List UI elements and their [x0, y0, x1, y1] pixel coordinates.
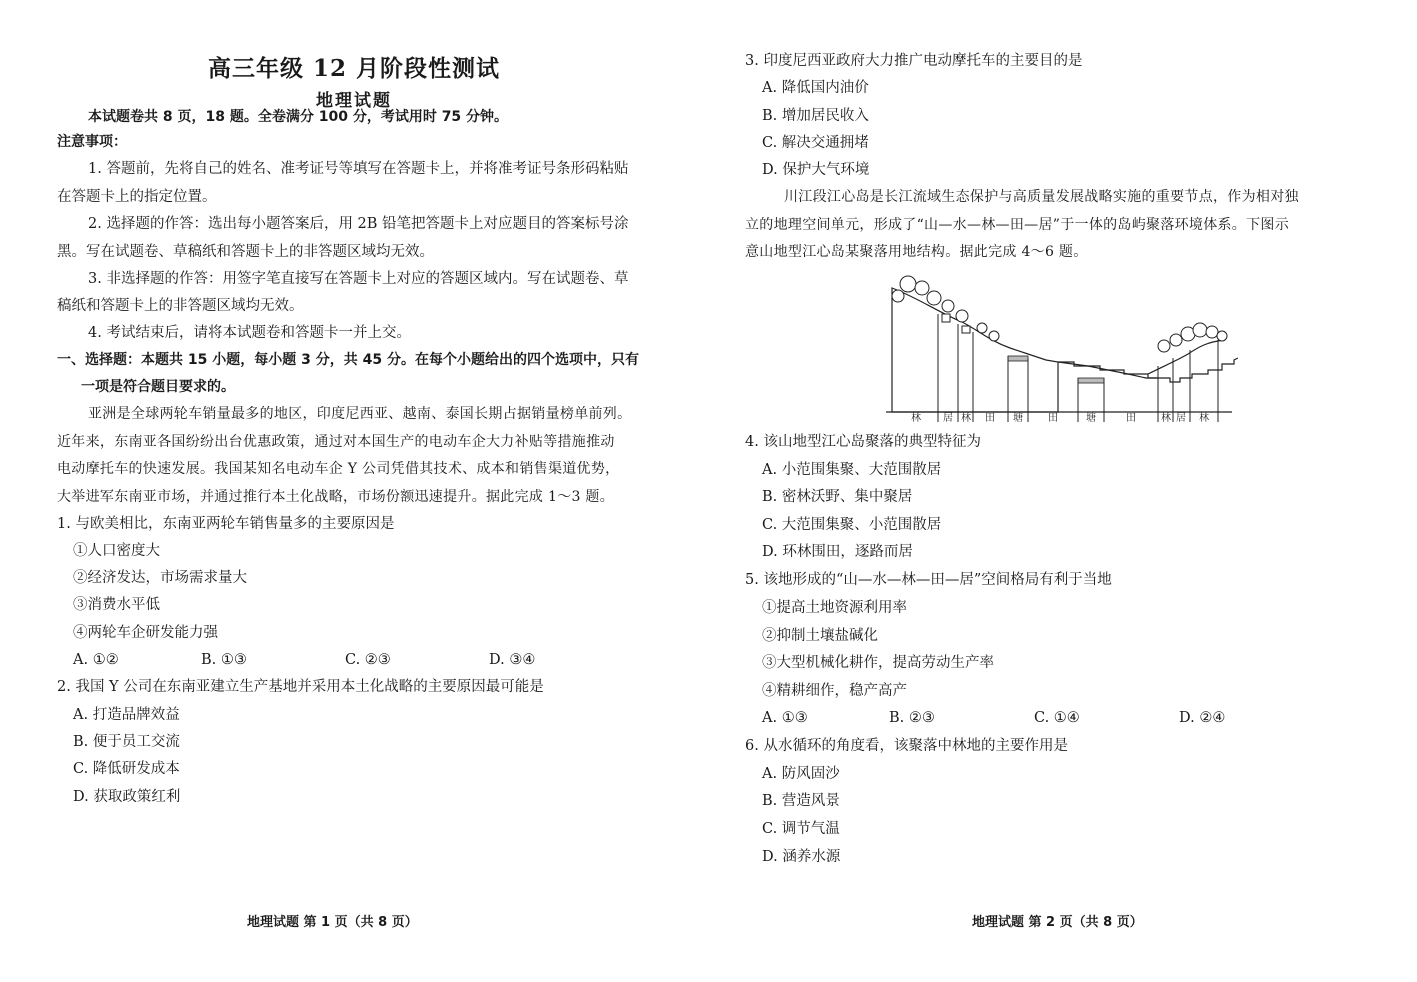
zone-label: 林 [1199, 413, 1209, 422]
zone-label: 塘 [1086, 413, 1096, 422]
zone-label: 林 [1161, 413, 1171, 422]
exam-intro: 本试题卷共 8 页，18 题。全卷满分 100 分，考试用时 75 分钟。 [88, 109, 509, 125]
q3-option-c: C. 解决交通拥堵 [762, 135, 869, 151]
q1-item: ④两轮车企研发能力强 [73, 625, 218, 641]
section-title: 一项是符合题目要求的。 [81, 379, 235, 395]
notice-line: 1. 答题前，先将自己的姓名、准考证号等填写在答题卡上，并将准考证号条形码粘贴 [88, 161, 629, 177]
question-3-stem: 3. 印度尼西亚政府大力推广电动摩托车的主要目的是 [745, 53, 1083, 69]
page-2 [708, 0, 1417, 982]
q6-option-d: D. 涵养水源 [762, 849, 841, 865]
passage-line: 川江段江心岛是长江流域生态保护与高质量发展战略实施的重要节点，作为相对独 [784, 189, 1299, 205]
q1-option-c: C. ②③ [345, 652, 391, 668]
tree-icon [892, 290, 904, 302]
tree-icon [1193, 323, 1207, 337]
tree-icon [915, 281, 929, 295]
q4-option-c: C. 大范围集聚、小范围散居 [762, 517, 942, 533]
tree-icon [977, 323, 987, 333]
q5-option-c: C. ①④ [1034, 710, 1080, 726]
q5-item: ③大型机械化耕作，提高劳动生产率 [762, 655, 994, 671]
q1-option-b: B. ①③ [201, 652, 247, 668]
zone-label: 田 [985, 413, 995, 422]
notice-heading: 注意事项： [57, 134, 127, 150]
passage-line: 近年来，东南亚各国纷纷出台优惠政策，通过对本国生产的电动车企大力补贴等措施推动 [57, 434, 615, 450]
notice-line: 稿纸和答题卡上的非答题区域均无效。 [57, 298, 304, 314]
exam-subtitle: 地理试题 [316, 91, 392, 111]
q1-item: ②经济发达，市场需求量大 [73, 570, 247, 586]
tree-icon [942, 300, 954, 312]
q5-item: ②抑制土壤盐碱化 [762, 628, 878, 644]
notice-line: 在答题卡上的指定位置。 [57, 189, 217, 205]
tree-icon [927, 291, 941, 305]
house-icon [962, 326, 970, 333]
question-4-stem: 4. 该山地型江心岛聚落的典型特征为 [745, 434, 981, 450]
zone-label: 居 [943, 413, 953, 422]
q2-option-a: A. 打造品牌效益 [73, 707, 180, 723]
q1-option-d: D. ③④ [489, 652, 536, 668]
tree-icon [1217, 331, 1227, 341]
q3-option-d: D. 保护大气环境 [762, 162, 870, 178]
q3-option-b: B. 增加居民收入 [762, 108, 869, 124]
q2-option-c: C. 降低研发成本 [73, 761, 180, 777]
page-1 [0, 0, 708, 982]
exam-title: 高三年级 12 月阶段性测试 [207, 55, 501, 82]
q1-item: ①人口密度大 [73, 543, 160, 559]
notice-line: 3. 非选择题的作答：用签字笔直接写在答题卡上对应的答题区域内。写在试题卷、草 [88, 271, 629, 287]
question-1-stem: 1. 与欧美相比，东南亚两轮车销售量多的主要原因是 [57, 516, 395, 532]
q6-option-c: C. 调节气温 [762, 821, 840, 837]
passage-line: 电动摩托车的快速发展。我国某知名电动车企 Y 公司凭借其技术、成本和销售渠道优势， [57, 461, 620, 477]
zone-label: 田 [1048, 413, 1058, 422]
pond-2 [1078, 378, 1104, 383]
q5-option-a: A. ①③ [762, 710, 808, 726]
zone-label: 塘 [1013, 413, 1023, 422]
question-6-stem: 6. 从水循环的角度看，该聚落中林地的主要作用是 [745, 738, 1068, 754]
q5-item: ①提高土地资源利用率 [762, 600, 907, 616]
question-2-stem: 2. 我国 Y 公司在东南亚建立生产基地并采用本土化战略的主要原因最可能是 [57, 679, 544, 695]
page-footer: 地理试题 第 1 页（共 8 页） [247, 915, 418, 930]
notice-line: 2. 选择题的作答：选出每小题答案后，用 2B 铅笔把答题卡上对应题目的答案标号涂 [88, 216, 629, 232]
q2-option-b: B. 便于员工交流 [73, 734, 180, 750]
pond-1 [1008, 356, 1028, 361]
section-title: 一、选择题：本题共 15 小题，每小题 3 分，共 45 分。在每个小题给出的四个选项中，只有 [57, 352, 639, 368]
q6-option-b: B. 营造风景 [762, 793, 840, 809]
passage-line: 意山地型江心岛某聚落用地结构。据此完成 4～6 题。 [745, 244, 1088, 260]
zone-label: 林 [961, 413, 971, 422]
tree-icon [1170, 334, 1182, 346]
question-5-stem: 5. 该地形成的“山—水—林—田—居”空间格局有利于当地 [745, 572, 1112, 588]
left-hill-slope [892, 288, 1058, 412]
q5-option-d: D. ②④ [1179, 710, 1226, 726]
q4-option-a: A. 小范围集聚、大范围散居 [762, 462, 942, 478]
tree-icon [1206, 326, 1218, 338]
q4-option-d: D. 环林围田，逐路而居 [762, 544, 913, 560]
house-icon [942, 314, 950, 322]
tree-icon [900, 276, 916, 292]
notice-line: 4. 考试结束后，请将本试题卷和答题卡一并上交。 [88, 325, 411, 341]
q6-option-a: A. 防风固沙 [762, 766, 840, 782]
zone-label: 居 [1176, 413, 1186, 422]
passage-line: 大举进军东南亚市场，并通过推行本土化战略，市场份额迅速提升。据此完成 1～3 题。 [57, 489, 615, 505]
q2-option-d: D. 获取政策红利 [73, 789, 181, 805]
q1-item: ③消费水平低 [73, 597, 160, 613]
notice-line: 黑。写在试题卷、草稿纸和答题卡上的非答题区域均无效。 [57, 244, 434, 260]
zone-label: 田 [1126, 413, 1136, 422]
tree-icon [1158, 340, 1170, 352]
zone-label: 林 [911, 413, 921, 422]
page-footer: 地理试题 第 2 页（共 8 页） [972, 915, 1143, 930]
q5-option-b: B. ②③ [889, 710, 935, 726]
settlement-land-use-figure [878, 270, 1238, 422]
q5-item: ④精耕细作，稳产高产 [762, 683, 907, 699]
q4-option-b: B. 密林沃野、集中聚居 [762, 489, 913, 505]
center-terrain [1058, 362, 1158, 378]
q1-option-a: A. ①② [73, 652, 119, 668]
passage-line: 亚洲是全球两轮车销量最多的地区，印度尼西亚、越南、泰国长期占据销量榜单前列。 [88, 406, 632, 422]
passage-line: 立的地理空间单元，形成了“山—水—林—田—居”于一体的岛屿聚落环境体系。下图示 [745, 217, 1290, 233]
tree-icon [956, 310, 968, 322]
q3-option-a: A. 降低国内油价 [762, 80, 869, 96]
tree-icon [989, 331, 999, 341]
